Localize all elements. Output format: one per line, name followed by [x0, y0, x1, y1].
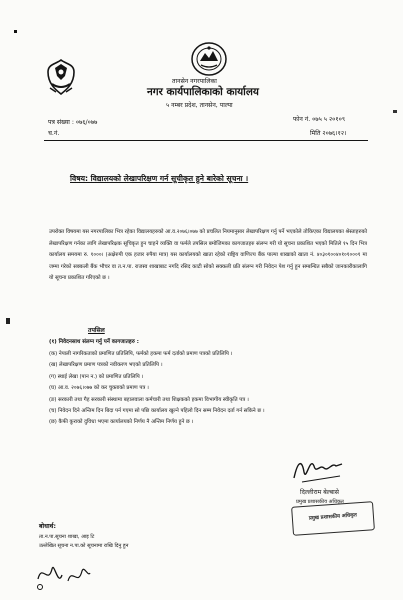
list-item: (घ) आ.व. २०७६।०७७ को कर चुक्ताको प्रमाण पत्र ।: [49, 385, 149, 392]
list-item: (ग) स्थाई लेखा (पान न.) को प्रमाणित प्रतिलिपि ।: [49, 373, 144, 380]
initials-mark: [34, 557, 92, 593]
letter-date: मिति २०७६।१२।: [310, 130, 347, 137]
requirement-list: [49, 349, 371, 429]
nepal-emblem-icon: [44, 58, 78, 96]
office-title: नगर कार्यपालिकाको कार्यालय: [147, 86, 259, 98]
signature-mark: [288, 452, 348, 486]
list-item: (छ) कैफी कुराको दुविधा भएमा कार्यालयको निर्णय नै अन्तिम निर्णय हुने छ ।: [49, 419, 194, 426]
office-line1: तानसेन नगरपालिका: [172, 78, 217, 85]
list-item: (ङ) सरकारी तथा गैह सरकारी संस्थामा बहालवाला कर्मचारी तथा शिक्षकको हकमा विभागीय स्वीकृति पत्र ।: [49, 396, 249, 403]
bodartha-line2: उल्लेखित सूचना न.पा.को सूचनामा राखि दिनु हुन: [39, 543, 129, 549]
dispatch-number: च.नं.: [48, 130, 60, 137]
tapsil-heading: तपसिल: [88, 327, 105, 334]
subject-line: विषय: विद्यालयको लेखापरिक्षण गर्न सूचीकृत हुने बारेको सूचना ।: [70, 174, 249, 183]
list-item: (क) नेपाली नागरिकताको प्रमाणित प्रतिलिपि, फर्मको हकमा फर्म दर्ताको प्रमाण पत्रको प्रतिलिपि ।: [49, 351, 233, 357]
official-stamp: [291, 501, 375, 536]
signatory-title: प्रमुख प्रशासकीय अधिकृत: [296, 499, 344, 505]
municipality-seal-icon: [190, 41, 228, 77]
body-paragraph: उपरोक्त विषयमा यस नगरपालिका भित्र रहेका विद्यालयहरुको आ.व.२०७६।०७७ को प्रचलित नियमानुसार लेखापरिक्षण गर्नु पर्ने भएकोले तोकिएका विद्यालयका श्रेस्ताहरुको लेखापरिक्षण गर्नका लागि लेखापरिक्षक सूचिकृत हुन चाहने व्यक्ति वा फर्मले तपसिल बमोजिमका कागजातहरु संलग्न गरी यो सूचना प्रकाशित भएको मितिले १५ दिन भित्र कार्यालय समयमा रु. १०००। (अक्षेरुपी एक हजार रुपैया मात्र) यस कार्यालयको खाता रहेको राष्ट्रिय वाणिज्य बैंक पाल्पा शाखाको खाता नं. ४०३०१००४०१०१०००१ मा जम्मा गरेको सक्कली बैंक भौचर वा त.न.पा. राजस्व शाखाबाट नगदि रसिद काटी सोको सक्कली प्रति संलग्न गरी निवेदन पेश गर्नु हुन सम्बन्धित सबैको जानकारीकालागि यो सूचना प्रकाशित गरिएको छ ।: [49, 229, 367, 281]
tapsil-subheading: (१) निवेदनसाथ संलग्न गर्नु पर्ने कागजातहरु :: [49, 339, 139, 345]
list-item: (च) निवेदन दिने अन्तिम दिन बिदा पर्न गएमा सो पछि कार्यालय खुल्ने पहिलो दिन सम्म निवेदन दर्ता गर्न सकिने छ ।: [49, 408, 265, 415]
stamp-text: प्रमुख प्रशासकीय अधिकृत: [308, 512, 358, 522]
list-item: (ख) लेखापरिक्षण प्रमाण पत्रको नवीकरण भएको प्रतिलिपि ।: [49, 362, 163, 369]
signatory-name: दिल्लीराम बेल्बासे: [300, 489, 339, 496]
header-divider: [44, 140, 368, 141]
bodartha-line1: ता.न.पा.सूचना शाखा, आइ टि: [39, 534, 95, 540]
phone-number: फोन नं. ०७५ ५ २०१०९: [293, 116, 346, 123]
office-address: ५ नम्बर प्रदेश, तानसेन, पाल्पा: [166, 102, 233, 109]
bodartha-heading: बोधार्थ:: [39, 523, 56, 530]
letter-number: पत्र संख्या : ०७६/०७७: [48, 119, 98, 126]
